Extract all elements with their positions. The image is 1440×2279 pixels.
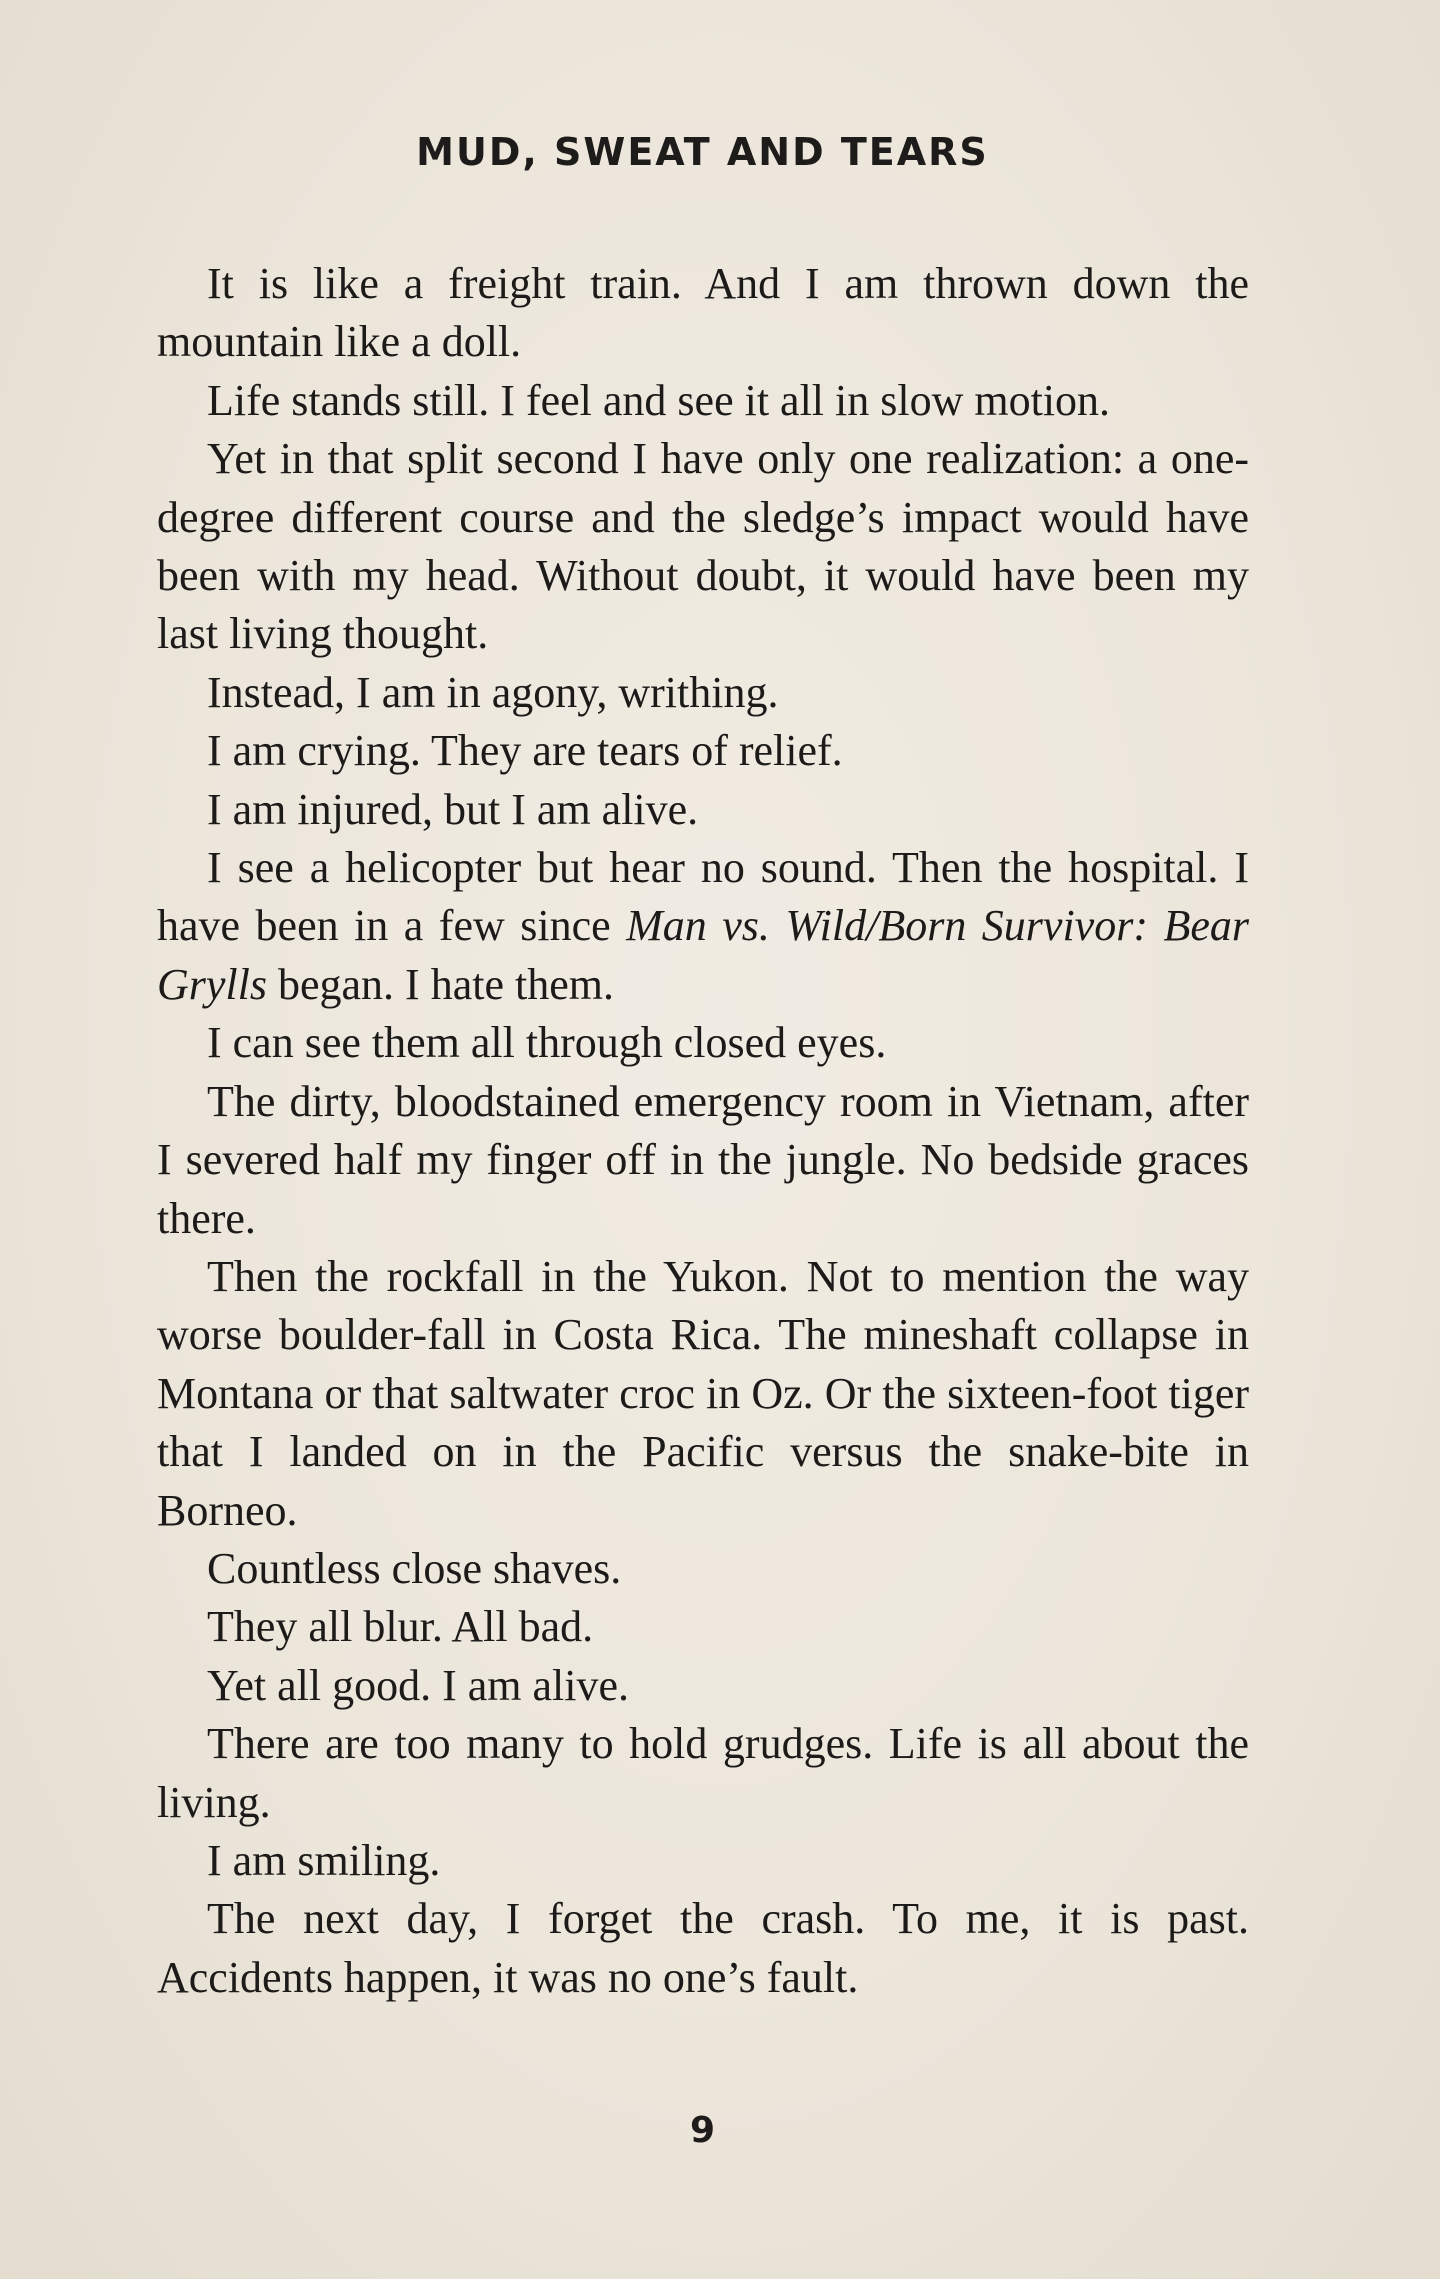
paragraph-3: Yet in that split second I have only one realization: a one-degree different course and the sledge’s impact would have been with my head. Without doubt, it would have been my last living thought. bbox=[157, 434, 1249, 659]
paragraph-1: It is like a freight train. And I am thrown down the mountain like a doll. bbox=[157, 259, 1249, 367]
paragraph-5: I am crying. They are tears of relief. bbox=[207, 726, 843, 776]
paragraph-10: Then the rockfall in the Yukon. Not to mention the way worse boulder-fall in Costa Rica. The mineshaft collapse in Montana or that saltwater croc in Oz. Or the sixteen-foot tiger that I landed on in the Pacific versus the snake-bite in Borneo. bbox=[157, 1251, 1249, 1535]
paragraph-13: Yet all good. I am alive. bbox=[207, 1660, 630, 1710]
paragraph-12: They all blur. All bad. bbox=[207, 1602, 594, 1652]
paragraph-7-start: I see a helicopter but hear no sound. Then the hospital. I have been in a few since bbox=[157, 843, 1249, 951]
paragraph-7 bbox=[157, 839, 1249, 1014]
paragraph-11: Countless close shaves. bbox=[207, 1543, 622, 1593]
show-title: Man vs. Wild/Born Survivor: Bear Grylls bbox=[157, 901, 1249, 1009]
body-text bbox=[157, 255, 1249, 2007]
paragraph-8: I can see them all through closed eyes. bbox=[207, 1018, 887, 1068]
paragraph-2: Life stands still. I feel and see it all in slow motion. bbox=[207, 375, 1111, 425]
running-head: MUD, SWEAT AND TEARS bbox=[416, 130, 989, 174]
paragraph-15: I am smiling. bbox=[207, 1835, 441, 1885]
paragraph-6: I am injured, but I am alive. bbox=[207, 784, 699, 834]
paragraph-9: The dirty, bloodstained emergency room in Vietnam, after I severed half my finger off in the jungle. No bedside graces there. bbox=[157, 1076, 1249, 1243]
paragraph-14: There are too many to hold grudges. Life is all about the living. bbox=[157, 1719, 1249, 1827]
page-number: 9 bbox=[689, 2110, 716, 2151]
paragraph-7-end: began. I hate them. bbox=[267, 959, 614, 1009]
paragraph-16: The next day, I forget the crash. To me, it is past. Accidents happen, it was no one’s fault. bbox=[157, 1894, 1249, 2002]
paragraph-4: Instead, I am in agony, writhing. bbox=[207, 667, 779, 717]
